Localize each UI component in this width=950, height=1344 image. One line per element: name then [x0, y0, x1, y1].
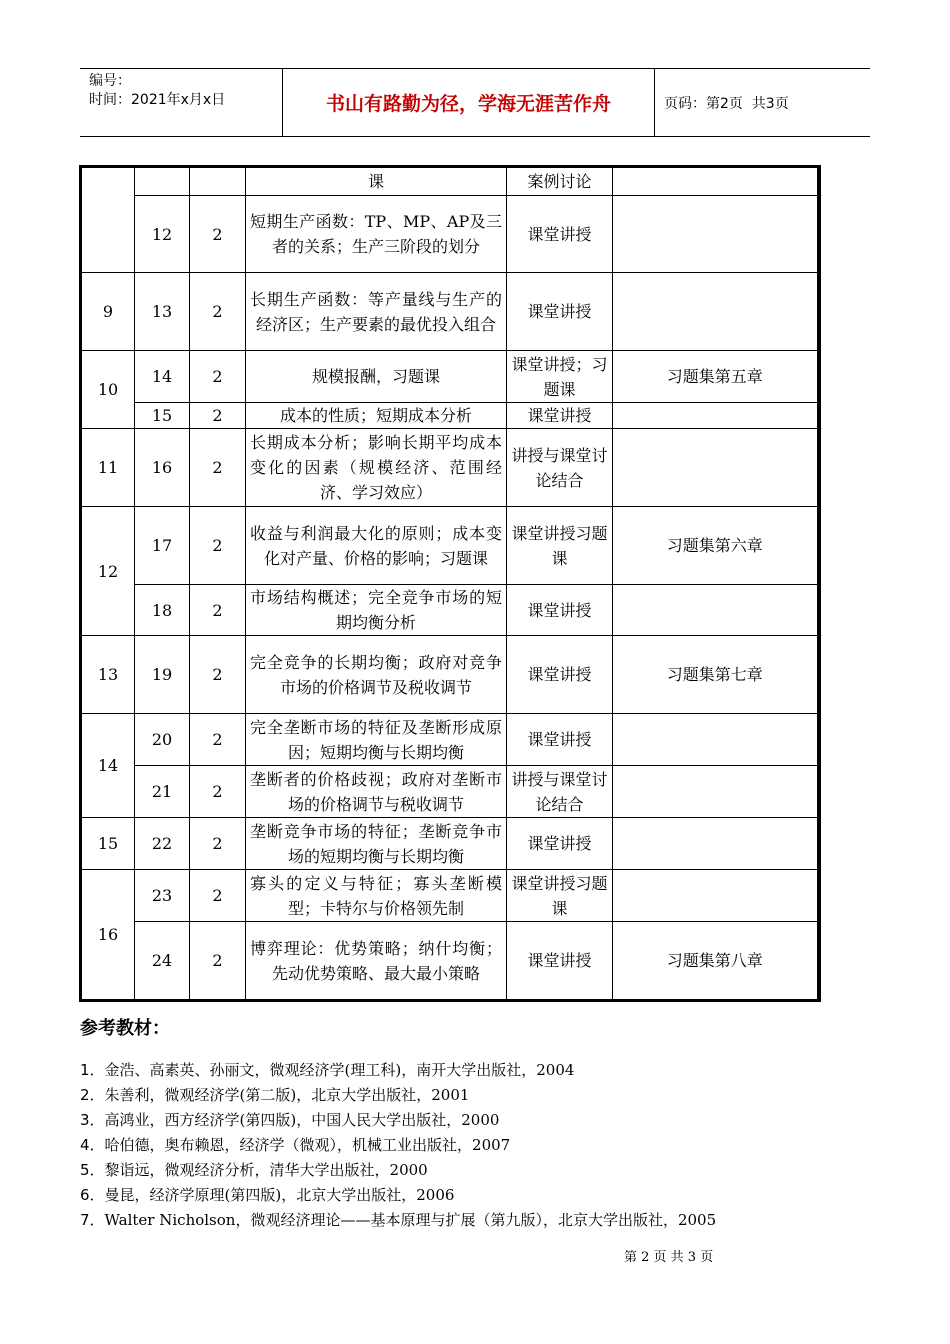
topic-cell: 长期成本分析；影响长期平均成本变化的因素（规模经济、范围经济、学习效应）: [246, 429, 507, 507]
week-cell: 11: [82, 429, 135, 507]
hours-cell: [190, 168, 246, 196]
method-cell: 课堂讲授: [507, 196, 613, 273]
table-row: [82, 766, 818, 818]
reference-text: 哈伯德，奥布赖恩，经济学（微观），机械工业出版社，2007: [104, 1136, 511, 1154]
list-item: [80, 1208, 716, 1233]
schedule-table: [81, 167, 819, 1000]
lesson-cell: 19: [135, 636, 190, 714]
topic-cell: 博弈理论：优势策略；纳什均衡；先动优势策略、最大最小策略: [246, 922, 507, 1000]
table-row: [82, 351, 818, 403]
hours-cell: 2: [190, 507, 246, 585]
method-cell: 课堂讲授习题课: [507, 507, 613, 585]
table-row: [82, 636, 818, 714]
coursework-cell: [613, 766, 818, 818]
reference-text: 黎诣远，微观经济分析，清华大学出版社，2000: [104, 1161, 428, 1179]
week-cell: 16: [82, 870, 135, 1000]
page-header: [80, 68, 870, 137]
list-item: [80, 1108, 716, 1133]
method-cell: 讲授与课堂讨论结合: [507, 429, 613, 507]
motto: 书山有路勤为径，学海无涯苦作舟: [283, 69, 655, 136]
method-cell: 课堂讲授: [507, 922, 613, 1000]
lesson-cell: 13: [135, 273, 190, 351]
table-row: [82, 168, 818, 196]
lesson-cell: 14: [135, 351, 190, 403]
topic-cell: 收益与利润最大化的原则；成本变化对产量、价格的影响；习题课: [246, 507, 507, 585]
lesson-cell: 18: [135, 585, 190, 636]
list-item: [80, 1133, 716, 1158]
week-cell: [82, 168, 135, 273]
table-row: [82, 507, 818, 585]
table-row: [82, 818, 818, 870]
coursework-cell: 习题集第七章: [613, 636, 818, 714]
lesson-cell: 12: [135, 196, 190, 273]
table-row: [82, 585, 818, 636]
table-row: [82, 870, 818, 922]
coursework-cell: [613, 196, 818, 273]
reference-number: 5．: [80, 1161, 105, 1179]
table-row: [82, 196, 818, 273]
coursework-cell: [613, 168, 818, 196]
hours-cell: 2: [190, 766, 246, 818]
hours-cell: 2: [190, 429, 246, 507]
topic-cell: 市场结构概述；完全竞争市场的短期均衡分析: [246, 585, 507, 636]
topic-cell: 短期生产函数：TP、MP、AP及三者的关系；生产三阶段的划分: [246, 196, 507, 273]
hours-cell: 2: [190, 714, 246, 766]
hours-cell: 2: [190, 196, 246, 273]
references-list: [80, 1058, 716, 1233]
number-label: 编号：: [89, 73, 131, 89]
table-row: [82, 273, 818, 351]
coursework-cell: 习题集第五章: [613, 351, 818, 403]
reference-text: 高鸿业，西方经济学(第四版)，中国人民大学出版社，2000: [104, 1111, 500, 1129]
topic-cell: 规模报酬，习题课: [246, 351, 507, 403]
coursework-cell: [613, 429, 818, 507]
week-cell: 10: [82, 351, 135, 429]
topic-cell: 垄断竞争市场的特征；垄断竞争市场的短期均衡与长期均衡: [246, 818, 507, 870]
reference-text: 金浩、高素英、孙丽文，微观经济学(理工科)，南开大学出版社，2004: [104, 1061, 575, 1079]
hours-cell: 2: [190, 922, 246, 1000]
time-label: 时间：2021年x月x日: [89, 92, 226, 108]
reference-text: Walter Nicholson，微观经济理论——基本原理与扩展（第九版），北京大学出版社，2005: [104, 1211, 717, 1229]
references-title: 参考教材：: [80, 1018, 170, 1039]
week-cell: 14: [82, 714, 135, 818]
topic-cell: 垄断者的价格歧视；政府对垄断市场的价格调节与税收调节: [246, 766, 507, 818]
topic-cell: 成本的性质；短期成本分析: [246, 403, 507, 429]
reference-text: 朱善利，微观经济学(第二版)，北京大学出版社，2001: [104, 1086, 470, 1104]
topic-cell: 寡头的定义与特征；寡头垄断模型；卡特尔与价格领先制: [246, 870, 507, 922]
lesson-cell: [135, 168, 190, 196]
week-cell: 12: [82, 507, 135, 636]
topic-cell: 长期生产函数：等产量线与生产的经济区；生产要素的最优投入组合: [246, 273, 507, 351]
method-cell: 课堂讲授: [507, 714, 613, 766]
coursework-cell: [613, 403, 818, 429]
coursework-cell: [613, 585, 818, 636]
coursework-cell: [613, 818, 818, 870]
coursework-cell: 习题集第八章: [613, 922, 818, 1000]
method-cell: 课堂讲授: [507, 273, 613, 351]
reference-number: 2．: [80, 1086, 105, 1104]
week-cell: 13: [82, 636, 135, 714]
week-cell: 15: [82, 818, 135, 870]
method-cell: 课堂讲授: [507, 403, 613, 429]
hours-cell: 2: [190, 585, 246, 636]
method-cell: 课堂讲授；习题课: [507, 351, 613, 403]
topic-cell: 完全竞争的长期均衡；政府对竞争市场的价格调节及税收调节: [246, 636, 507, 714]
table-row: [82, 922, 818, 1000]
table-row: [82, 403, 818, 429]
page-info-text: 页码：第2页 共3页: [664, 95, 789, 112]
hours-cell: 2: [190, 273, 246, 351]
topic-cell: 课: [246, 168, 507, 196]
coursework-cell: [613, 714, 818, 766]
hours-cell: 2: [190, 636, 246, 714]
lesson-cell: 15: [135, 403, 190, 429]
week-cell: 9: [82, 273, 135, 351]
method-cell: 课堂讲授: [507, 585, 613, 636]
method-cell: 课堂讲授: [507, 818, 613, 870]
table-row: [82, 714, 818, 766]
list-item: [80, 1158, 716, 1183]
lesson-cell: 21: [135, 766, 190, 818]
topic-cell: 完全垄断市场的特征及垄断形成原因；短期均衡与长期均衡: [246, 714, 507, 766]
lesson-cell: 20: [135, 714, 190, 766]
lesson-cell: 22: [135, 818, 190, 870]
method-cell: 课堂讲授习题课: [507, 870, 613, 922]
reference-number: 7．: [80, 1211, 105, 1229]
reference-number: 6．: [80, 1186, 105, 1204]
lesson-cell: 23: [135, 870, 190, 922]
method-cell: 课堂讲授: [507, 636, 613, 714]
lesson-cell: 24: [135, 922, 190, 1000]
reference-number: 4．: [80, 1136, 105, 1154]
hours-cell: 2: [190, 403, 246, 429]
list-item: [80, 1183, 716, 1208]
page-footer: 第 2 页 共 3 页: [624, 1250, 714, 1265]
header-page-info: [654, 69, 870, 136]
list-item: [80, 1083, 716, 1108]
hours-cell: 2: [190, 870, 246, 922]
reference-text: 曼昆，经济学原理(第四版)，北京大学出版社，2006: [104, 1186, 455, 1204]
lesson-cell: 16: [135, 429, 190, 507]
hours-cell: 2: [190, 818, 246, 870]
method-cell: 案例讨论: [507, 168, 613, 196]
table-row: [82, 429, 818, 507]
method-cell: 讲授与课堂讨论结合: [507, 766, 613, 818]
list-item: [80, 1058, 716, 1083]
coursework-cell: 习题集第六章: [613, 507, 818, 585]
lesson-cell: 17: [135, 507, 190, 585]
coursework-cell: [613, 870, 818, 922]
reference-number: 1．: [80, 1061, 105, 1079]
coursework-cell: [613, 273, 818, 351]
hours-cell: 2: [190, 351, 246, 403]
header-left-cell: [80, 69, 283, 136]
reference-number: 3．: [80, 1111, 105, 1129]
